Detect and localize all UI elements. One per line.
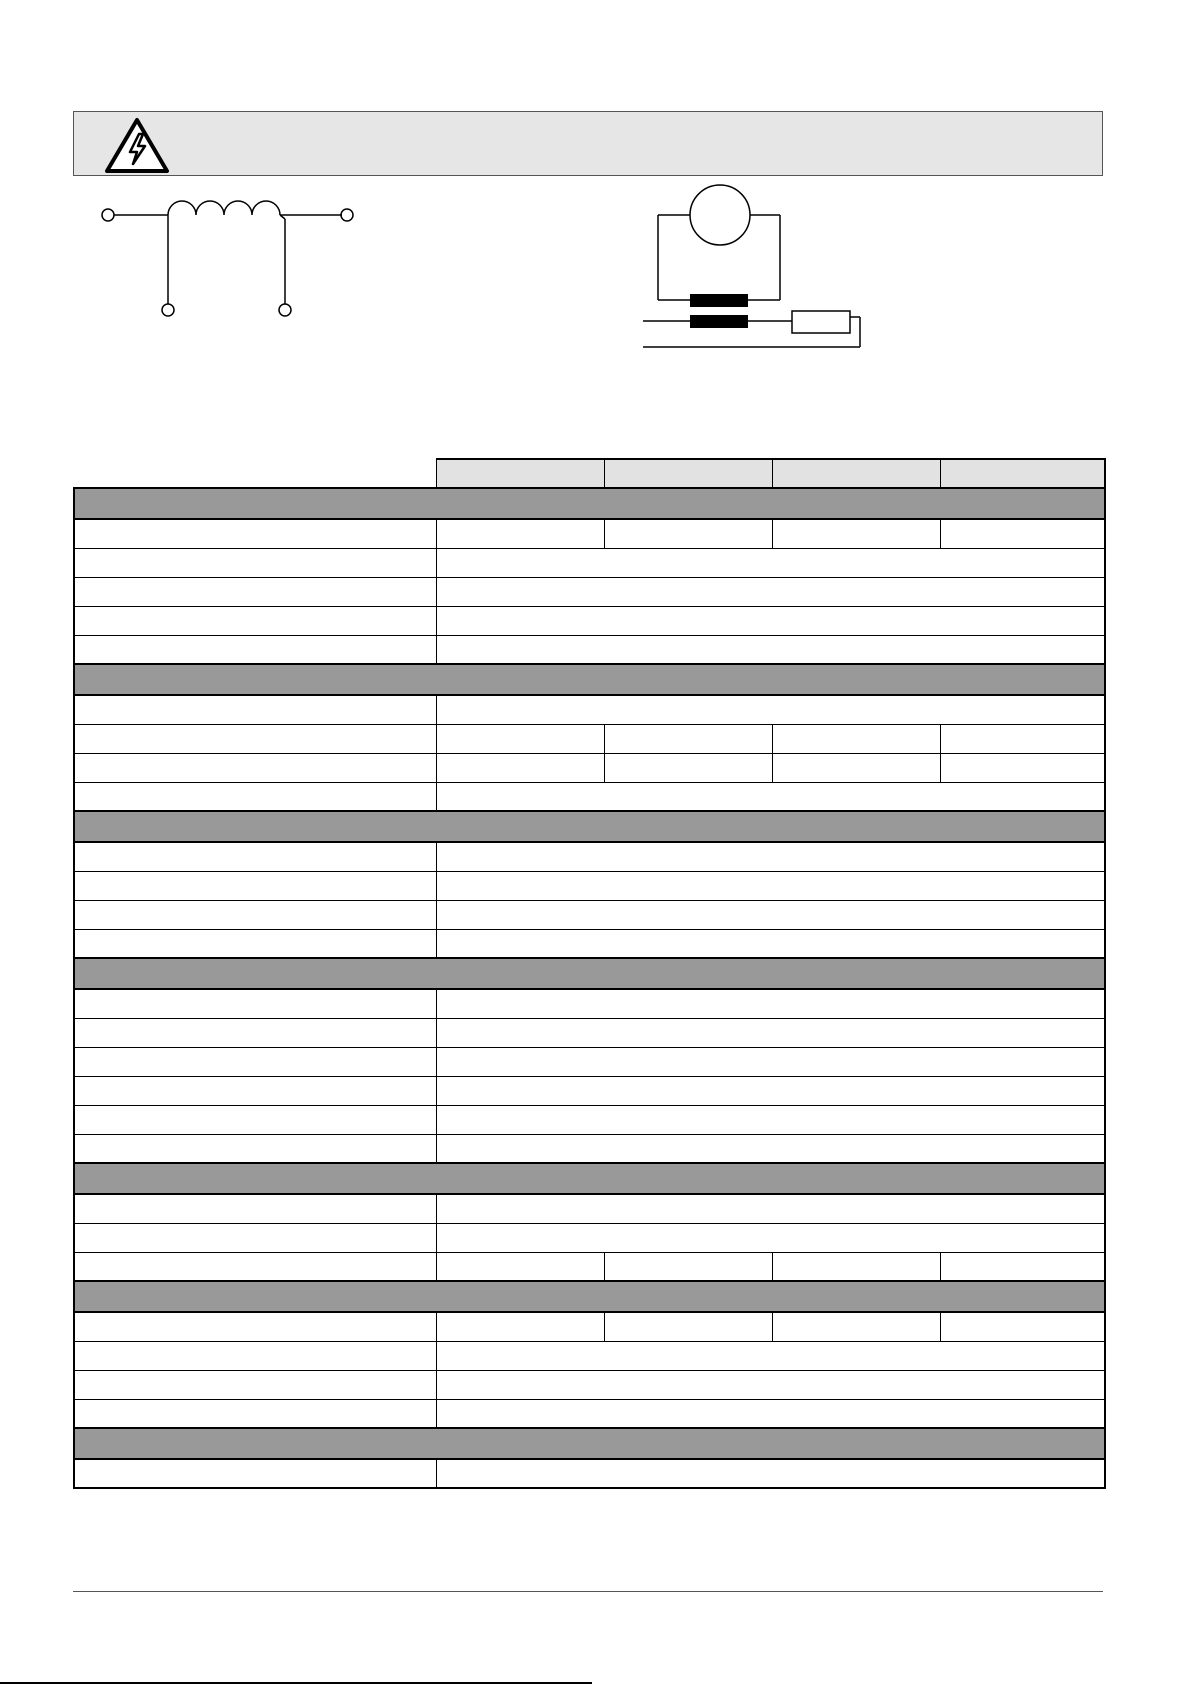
row-value — [940, 519, 1105, 548]
row-value — [436, 577, 1105, 606]
table-row — [74, 1312, 1105, 1341]
specification-table — [73, 458, 1106, 1489]
column-header — [604, 459, 772, 488]
table-row — [74, 1459, 1105, 1488]
row-label — [74, 753, 436, 782]
section-header-row — [74, 1163, 1105, 1194]
row-value — [772, 753, 940, 782]
row-value — [436, 1399, 1105, 1428]
row-value — [940, 753, 1105, 782]
row-label — [74, 1194, 436, 1223]
section-title — [74, 811, 1105, 842]
row-label — [74, 929, 436, 958]
table-row — [74, 1105, 1105, 1134]
row-label — [74, 1076, 436, 1105]
section-header-row — [74, 958, 1105, 989]
row-label — [74, 871, 436, 900]
row-value — [436, 1252, 604, 1281]
header-empty-cell — [74, 459, 436, 488]
warning-banner — [73, 111, 1103, 176]
row-value — [436, 519, 604, 548]
column-header — [940, 459, 1105, 488]
row-value — [772, 1252, 940, 1281]
row-value — [436, 548, 1105, 577]
row-label — [74, 782, 436, 811]
row-value — [772, 724, 940, 753]
section-header-row — [74, 1281, 1105, 1312]
row-label — [74, 1459, 436, 1488]
row-value — [436, 1194, 1105, 1223]
section-title — [74, 1281, 1105, 1312]
section-header-row — [74, 1428, 1105, 1459]
row-label — [74, 548, 436, 577]
footer-divider — [73, 1591, 1103, 1592]
row-value — [436, 1312, 604, 1341]
row-value — [604, 1312, 772, 1341]
table-row — [74, 782, 1105, 811]
row-value — [436, 1370, 1105, 1399]
row-label — [74, 900, 436, 929]
table-row — [74, 1341, 1105, 1370]
row-value — [604, 724, 772, 753]
section-title — [74, 488, 1105, 519]
row-value — [436, 606, 1105, 635]
row-label — [74, 724, 436, 753]
table-row — [74, 606, 1105, 635]
row-label — [74, 1047, 436, 1076]
row-value — [940, 1252, 1105, 1281]
table-row — [74, 1370, 1105, 1399]
table-row — [74, 548, 1105, 577]
section-title — [74, 958, 1105, 989]
row-label — [74, 695, 436, 724]
row-value — [604, 519, 772, 548]
section-header-row — [74, 811, 1105, 842]
motor-with-choke-schematic-icon — [630, 180, 870, 355]
table-row — [74, 1076, 1105, 1105]
section-header-row — [74, 488, 1105, 519]
section-header-row — [74, 664, 1105, 695]
row-value — [772, 1312, 940, 1341]
section-title — [74, 1163, 1105, 1194]
high-voltage-warning-icon — [104, 116, 170, 174]
row-value — [436, 1134, 1105, 1163]
row-label — [74, 1252, 436, 1281]
row-label — [74, 842, 436, 871]
row-value — [436, 1105, 1105, 1134]
table-row — [74, 1399, 1105, 1428]
row-value — [436, 1223, 1105, 1252]
row-label — [74, 1105, 436, 1134]
inductor-schematic-icon — [95, 195, 365, 325]
row-value — [436, 1341, 1105, 1370]
row-label — [74, 989, 436, 1018]
row-label — [74, 1370, 436, 1399]
section-title — [74, 1428, 1105, 1459]
row-value — [436, 929, 1105, 958]
row-value — [436, 695, 1105, 724]
row-value — [940, 1312, 1105, 1341]
row-value — [436, 753, 604, 782]
column-header — [436, 459, 604, 488]
row-value — [940, 724, 1105, 753]
row-value — [436, 989, 1105, 1018]
table-row — [74, 871, 1105, 900]
section-title — [74, 664, 1105, 695]
row-label — [74, 519, 436, 548]
table-row — [74, 724, 1105, 753]
row-value — [436, 724, 604, 753]
row-label — [74, 1018, 436, 1047]
row-value — [772, 519, 940, 548]
row-value — [436, 635, 1105, 664]
row-value — [604, 1252, 772, 1281]
table-row — [74, 1223, 1105, 1252]
row-label — [74, 577, 436, 606]
table-row — [74, 1252, 1105, 1281]
row-value — [436, 900, 1105, 929]
row-label — [74, 1341, 436, 1370]
row-label — [74, 1399, 436, 1428]
row-value — [436, 1047, 1105, 1076]
table-row — [74, 1047, 1105, 1076]
row-value — [604, 753, 772, 782]
table-row — [74, 989, 1105, 1018]
table-row — [74, 842, 1105, 871]
row-label — [74, 1312, 436, 1341]
row-value — [436, 1459, 1105, 1488]
table-header-row — [74, 459, 1105, 488]
bottom-rule — [0, 1682, 592, 1684]
table-row — [74, 1018, 1105, 1047]
table-row — [74, 929, 1105, 958]
row-label — [74, 1134, 436, 1163]
table-row — [74, 1134, 1105, 1163]
table-row — [74, 519, 1105, 548]
row-value — [436, 1018, 1105, 1047]
row-label — [74, 1223, 436, 1252]
table-row — [74, 900, 1105, 929]
table-row — [74, 695, 1105, 724]
table-row — [74, 1194, 1105, 1223]
row-label — [74, 635, 436, 664]
row-value — [436, 1076, 1105, 1105]
row-value — [436, 871, 1105, 900]
row-value — [436, 842, 1105, 871]
table-row — [74, 577, 1105, 606]
row-value — [436, 782, 1105, 811]
column-header — [772, 459, 940, 488]
table-row — [74, 753, 1105, 782]
row-label — [74, 606, 436, 635]
table-row — [74, 635, 1105, 664]
